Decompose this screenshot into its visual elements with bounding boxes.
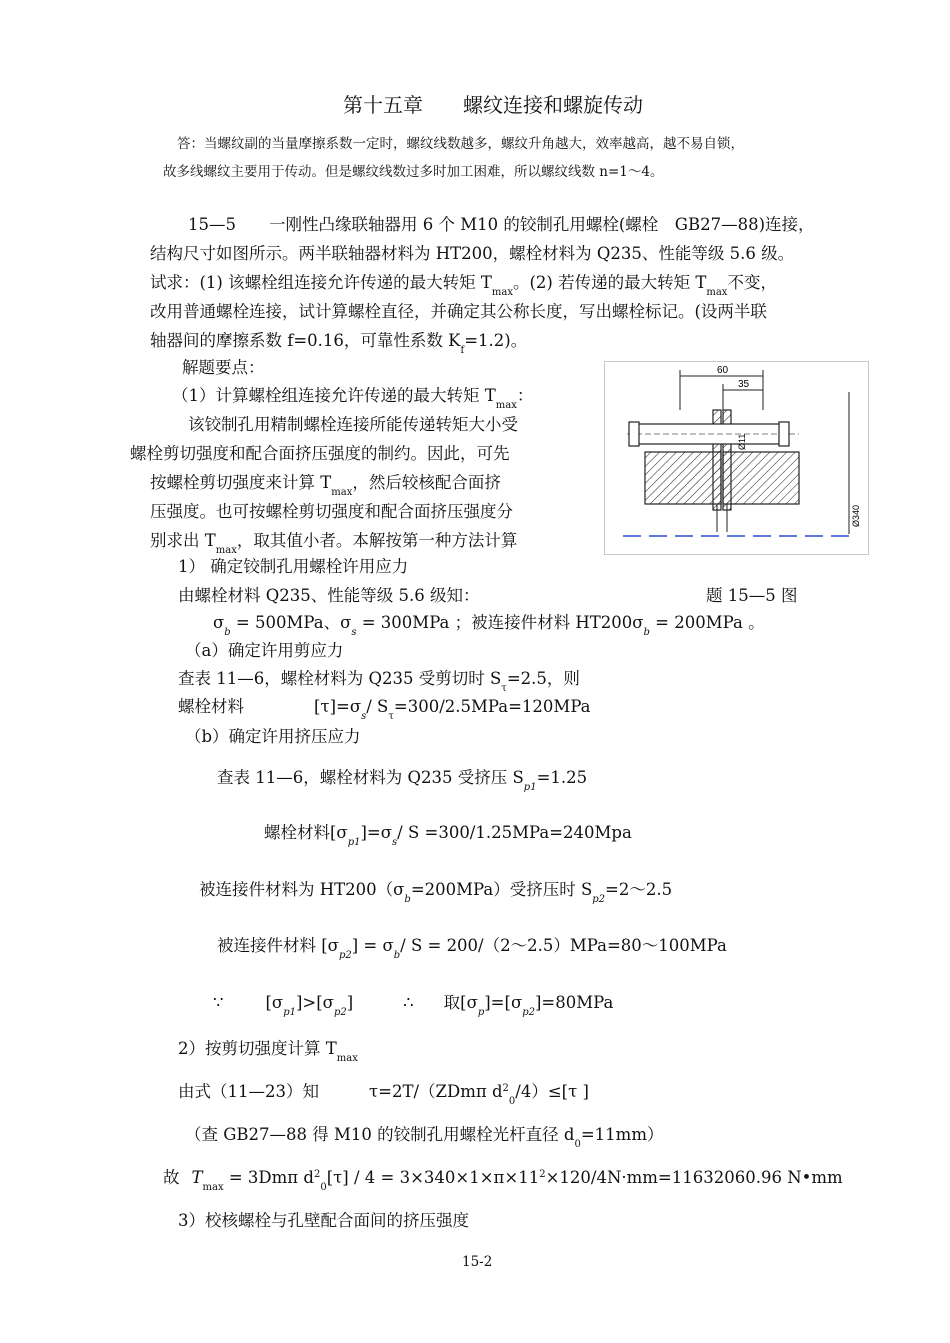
comparison-line: ∵ $[\sigma_{p1}]>[\sigma_{p2}]$ ∴ 取$[\sigma_p]=[\sigma_{p2}]=80MPa$ [213, 993, 614, 1018]
dim-60-label: 60 [717, 365, 729, 376]
eq-strengths: $\sigma_b = 500MPa$、$\sigma_s = 300MPa$ ；被连接件材料 $HT200\sigma_b = 200MPa$ 。 [213, 613, 765, 638]
bearing-safety-bolt: 查表 11—6，螺栓材料为 Q235 受挤压 $S_{p1}=1.25$ [217, 768, 588, 793]
step-3-heading: 3）校核螺栓与孔壁配合面间的挤压强度 [178, 1211, 469, 1230]
answer-line-2: 故多线螺纹主要用于传动。但是螺纹线数过多时加工困难，所以螺纹线数 n=1～4。 [163, 164, 664, 180]
para-line-5: 别求出 $T_{max}$，取其值小者。本解按第一种方法计算 [150, 531, 518, 556]
problem-line-1: 15—5 一刚性凸缘联轴器用 6 个 M10 的铰制孔用螺栓(螺栓 GB27—88)连接， [188, 215, 815, 234]
sub-a-heading: （a）确定许用剪应力 [185, 641, 344, 660]
solution-heading: 解题要点： [182, 358, 265, 377]
dim-340-label: Ø340 [851, 504, 861, 527]
step-1-1: 1） 确定铰制孔用螺栓许用应力 [178, 557, 409, 576]
dim-35-label: 35 [738, 379, 750, 390]
coupling-drawing [605, 362, 868, 554]
torque-result: 故 $T_{max} = 3Dm\pi$ $d^2_0[\tau] / 4 = 3\times 340\times 1\times\pi\times 11^2\times 120/4N\cdot mm=11632060.96$ N•mm [163, 1168, 843, 1193]
dim-bolt-label: Ø11 [737, 433, 747, 450]
step-1-heading: （1）计算螺栓组连接允许传递的最大转矩 $T_{max}$： [172, 386, 534, 411]
page-title: 第十五章 螺纹连接和螺旋传动 [343, 93, 643, 117]
bearing-allowable-member: 被连接件材料 $[\sigma_{p2}] = \sigma_b/$ S = 200/（2～2.5）MPa=80～100MPa [217, 936, 727, 961]
answer-line-1: 答：当螺纹副的当量摩擦系数一定时，螺纹线数越多，螺纹升角越大，效率越高，越不易自锁， [177, 136, 744, 152]
para-line-2: 螺栓剪切强度和配合面挤压强度的制约。因此，可先 [130, 444, 510, 463]
shear-safety: 查表 11—6，螺栓材料为 Q235 受剪切时 $S_\tau=2.5$，则 [178, 669, 580, 694]
sub-b-heading: （b）确定许用挤压应力 [185, 727, 361, 746]
material-line: 由螺栓材料 Q235、性能等级 5.6 级知： [178, 586, 480, 605]
para-line-3: 按螺栓剪切强度来计算 $T_{max}$，然后较核配合面挤 [150, 473, 501, 498]
bolt-diameter-note: （查 GB27—88 得 M10 的铰制孔用螺栓光杆直径 $d_0=11mm$） [185, 1125, 664, 1150]
shear-formula: 由式（11—23）知 τ=2T/（ZDmπ $d^2_0/4)\le[\tau$ ] [178, 1082, 589, 1107]
para-line-4: 压强度。也可按螺栓剪切强度和配合面挤压强度分 [150, 502, 513, 521]
shear-allowable: 螺栓材料 $[\tau]=\sigma_s/$ $S_\tau=300/2.5MPa=120MPa$ [178, 697, 591, 722]
problem-line-2: 结构尺寸如图所示。两半联轴器材料为 HT200，螺栓材料为 Q235、性能等级 5.6 级。 [150, 244, 795, 263]
bearing-safety-member: 被连接件材料为 $HT200(\sigma_b=200MPa)$受挤压时 $S_{p2}=2\sim 2.5$ [199, 880, 673, 905]
coupling-figure [604, 361, 869, 555]
problem-line-5: 轴器间的摩擦系数 f=0.16，可靠性系数 $K_f=1.2$)。 [150, 331, 528, 356]
page-number: 15-2 [462, 1254, 493, 1270]
problem-line-3: 试求：(1) 该螺栓组连接允许传递的最大转矩 $T_{max}$。(2) 若传递的最大转矩 $T_{max}$不变， [150, 273, 777, 298]
para-line-1: 该铰制孔用精制螺栓连接所能传递转矩大小受 [188, 415, 518, 434]
figure-caption: 题 15—5 图 [706, 586, 798, 605]
problem-line-4: 改用普通螺栓连接，试计算螺栓直径，并确定其公称长度，写出螺栓标记。(设两半联 [150, 302, 767, 321]
bearing-allowable-bolt: 螺栓材料$[\sigma_{p1}]=\sigma_s/$ S =300/1.25MPa=240Mpa [264, 823, 632, 848]
step-2-heading: 2）按剪切强度计算 $T_{max}$ [178, 1039, 358, 1064]
